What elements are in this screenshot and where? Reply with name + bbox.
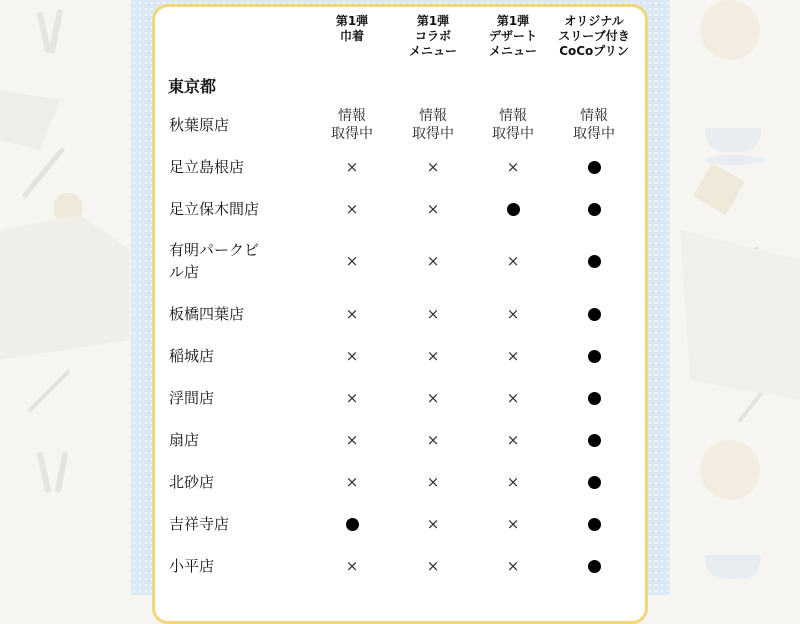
prefecture-heading: 東京都 — [168, 77, 217, 96]
status-unavailable: × — [345, 158, 359, 176]
status-unavailable: × — [426, 158, 440, 176]
status-available — [559, 431, 629, 449]
status-unavailable: × — [426, 252, 440, 270]
status-available — [559, 389, 629, 407]
status-available — [559, 158, 629, 176]
status-unavailable: × — [426, 305, 440, 323]
status-unavailable: × — [345, 252, 359, 270]
status-unavailable: × — [506, 158, 520, 176]
store-name: 板橋四葉店 — [169, 305, 245, 323]
status-unavailable: × — [345, 473, 359, 491]
fork-knife-icon — [40, 12, 65, 490]
status-unavailable: × — [426, 200, 440, 218]
status-available — [559, 305, 629, 323]
available-dot-icon — [588, 350, 601, 363]
status-unavailable: × — [426, 431, 440, 449]
status-unavailable: × — [506, 347, 520, 365]
available-dot-icon — [588, 392, 601, 405]
store-name: 北砂店 — [169, 473, 215, 491]
status-unavailable: × — [345, 305, 359, 323]
store-name: 稲城店 — [169, 347, 215, 365]
status-unavailable: × — [426, 473, 440, 491]
column-header-1: 第1弾 巾着 — [335, 14, 369, 43]
status-unavailable: × — [506, 305, 520, 323]
status-unavailable: × — [426, 389, 440, 407]
column-header-4: オリジナル スリーブ付き CoCoプリン — [558, 14, 630, 58]
status-unavailable: × — [426, 347, 440, 365]
status-pending: 情報 取得中 — [573, 108, 615, 142]
available-dot-icon — [588, 560, 601, 573]
column-header-2: 第1弾 コラボ メニュー — [408, 14, 457, 58]
status-unavailable: × — [345, 200, 359, 218]
available-dot-icon — [588, 203, 601, 216]
store-name: 足立島根店 — [169, 158, 245, 176]
status-unavailable: × — [506, 252, 520, 270]
column-header-3: 第1弾 デザート メニュー — [488, 14, 537, 58]
available-dot-icon — [588, 518, 601, 531]
store-name: 吉祥寺店 — [169, 515, 230, 533]
available-dot-icon — [588, 308, 601, 321]
store-name: 足立保木間店 — [169, 200, 260, 218]
status-unavailable: × — [506, 515, 520, 533]
store-name: 小平店 — [169, 557, 215, 575]
store-name: 扇店 — [169, 431, 200, 449]
status-available — [478, 200, 548, 218]
available-dot-icon — [588, 476, 601, 489]
available-dot-icon — [588, 434, 601, 447]
available-dot-icon — [346, 518, 359, 531]
status-available — [559, 200, 629, 218]
available-dot-icon — [588, 161, 601, 174]
status-available — [559, 473, 629, 491]
status-available — [559, 557, 629, 575]
status-unavailable: × — [426, 557, 440, 575]
status-available — [559, 515, 629, 533]
status-pending: 情報 取得中 — [492, 108, 534, 142]
store-name: 秋葉原店 — [169, 116, 230, 134]
status-unavailable: × — [345, 557, 359, 575]
status-unavailable: × — [426, 515, 440, 533]
status-unavailable: × — [345, 347, 359, 365]
store-name: 有明パークビ ル店 — [169, 241, 260, 281]
status-unavailable: × — [506, 557, 520, 575]
status-pending: 情報 取得中 — [331, 108, 373, 142]
status-available — [559, 347, 629, 365]
available-dot-icon — [588, 255, 601, 268]
status-unavailable: × — [345, 389, 359, 407]
status-unavailable: × — [506, 431, 520, 449]
status-available — [559, 252, 629, 270]
status-pending: 情報 取得中 — [412, 108, 454, 142]
store-name: 浮間店 — [169, 389, 215, 407]
available-dot-icon — [507, 203, 520, 216]
status-unavailable: × — [506, 473, 520, 491]
status-unavailable: × — [506, 389, 520, 407]
status-available — [317, 515, 387, 533]
status-unavailable: × — [345, 431, 359, 449]
